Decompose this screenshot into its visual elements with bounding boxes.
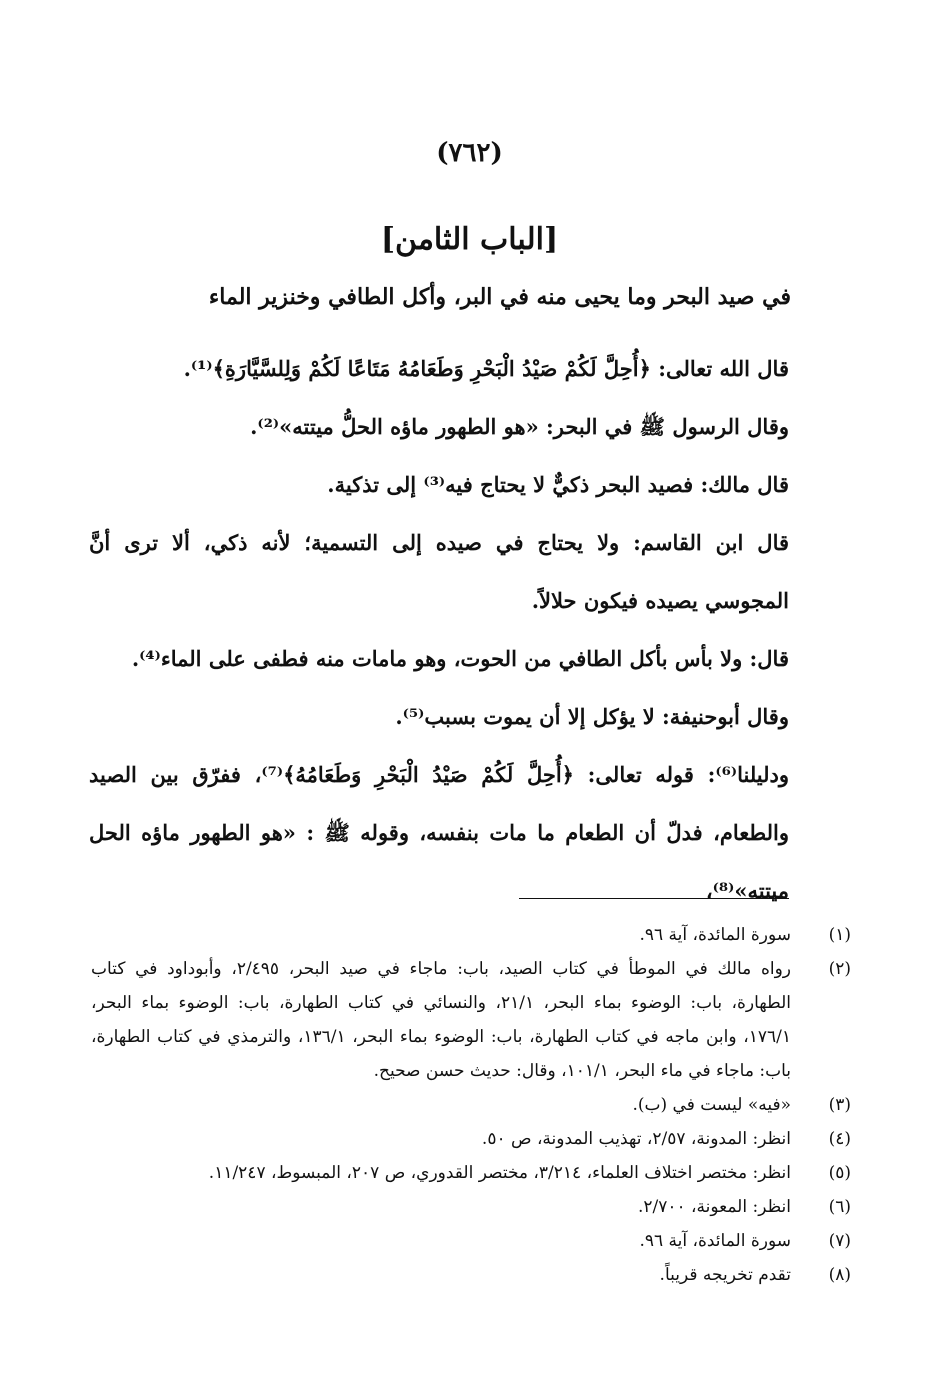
footnote-number: (٥) bbox=[828, 1163, 851, 1183]
chapter-subtitle: في صيد البحر وما يحيى منه في البر، وأكل الطافي وخنزير الماء bbox=[208, 284, 791, 310]
footnote bbox=[91, 1224, 851, 1258]
footnote-number: (٨) bbox=[828, 1265, 851, 1285]
footnote bbox=[91, 1258, 851, 1292]
footnote-number: (٤) bbox=[828, 1129, 851, 1149]
footnote-text: تقدم تخريجه قريباً. bbox=[659, 1265, 791, 1285]
paragraph: قال الله تعالى: ﴿أُحِلَّ لَكُمْ صَيْدُ الْبَحْرِ وَطَعَامُهُ مَتَاعًا لَكُمْ وَلِلسَّيَّارَةِ﴾⁽¹⁾. bbox=[183, 356, 789, 381]
footnote-text: انظر: المدونة، ٢/٥٧، تهذيب المدونة، ص ٥٠. bbox=[481, 1129, 791, 1149]
footnote-number: (٢) bbox=[828, 959, 851, 979]
footnote bbox=[91, 1122, 851, 1156]
paragraph: قال: ولا بأس بأكل الطافي من الحوت، وهو مامات منه فطفى على الماء⁽⁴⁾. bbox=[131, 646, 789, 671]
footnote-text: سورة المائدة، آية ٩٦. bbox=[639, 1231, 791, 1251]
paragraph: ودليلنا⁽⁶⁾: قوله تعالى: ﴿أُحِلَّ لَكُمْ صَيْدُ الْبَحْرِ وَطَعَامُهُ﴾⁽⁷⁾، ففرّق بين الصيد والطعام، فدلّ أن الطعام ما مات بنفسه، وقوله ﷺ : «هو الطهور ماؤه الحل ميتته»⁽⁸⁾، bbox=[89, 762, 790, 903]
chapter-title: [الباب الثامن] bbox=[380, 222, 559, 257]
footnote bbox=[91, 952, 851, 1088]
footnote-text: «فيه» ليست في (ب). bbox=[632, 1095, 791, 1115]
footnote bbox=[91, 1088, 851, 1122]
footnote-text: انظر: مختصر اختلاف العلماء، ٣/٢١٤، مختصر القدوري، ص ٢٠٧، المبسوط، ١١/٢٤٧. bbox=[208, 1163, 791, 1183]
footnotes bbox=[91, 918, 851, 1292]
main-text bbox=[89, 340, 789, 920]
footnote-text: رواه مالك في الموطأ في كتاب الصيد، باب: ماجاء في صيد البحر، ٢/٤٩٥، وأبوداود في كتاب الطهارة، باب: الوضوء بماء البحر، ٢١/١، والنسائي في كتاب الطهارة، باب: الوضوء بماء البحر، ١٧٦/١، وابن ماجه في كتاب الطهارة، باب: الوضوء بماء البحر، ١٣٦/١، والترمذي في كتاب الطهارة، باب: ماجاء في ماء البحر، ١٠١/١، وقال: حديث حسن صحيح. bbox=[91, 959, 791, 1081]
footnote-number: (٦) bbox=[828, 1197, 851, 1217]
paragraph: وقال الرسول ﷺ في البحر: «هو الطهور ماؤه الحلُّ ميتته»⁽²⁾. bbox=[250, 414, 789, 439]
footnote-number: (٣) bbox=[828, 1095, 851, 1115]
paragraph: وقال أبوحنيفة: لا يؤكل إلا أن يموت بسبب⁽⁵⁾. bbox=[395, 704, 789, 729]
paragraph: قال ابن القاسم: ولا يحتاج في صيده إلى التسمية؛ لأنه ذكي، ألا ترى أنَّ المجوسي يصيده فيكون حلالاً. bbox=[89, 530, 789, 613]
page-number: (٧٦٢) bbox=[436, 138, 503, 168]
footnote bbox=[91, 918, 851, 952]
footnote-divider bbox=[519, 898, 789, 899]
footnote-number: (٧) bbox=[828, 1231, 851, 1251]
paragraph: قال مالك: فصيد البحر ذكيٌّ لا يحتاج فيه⁽³⁾ إلى تذكية. bbox=[327, 472, 789, 497]
footnote-text: انظر: المعونة، ٢/٧٠٠. bbox=[637, 1197, 791, 1217]
footnote-number: (١) bbox=[828, 925, 851, 945]
footnote bbox=[91, 1156, 851, 1190]
footnote bbox=[91, 1190, 851, 1224]
footnote-text: سورة المائدة، آية ٩٦. bbox=[639, 925, 791, 945]
